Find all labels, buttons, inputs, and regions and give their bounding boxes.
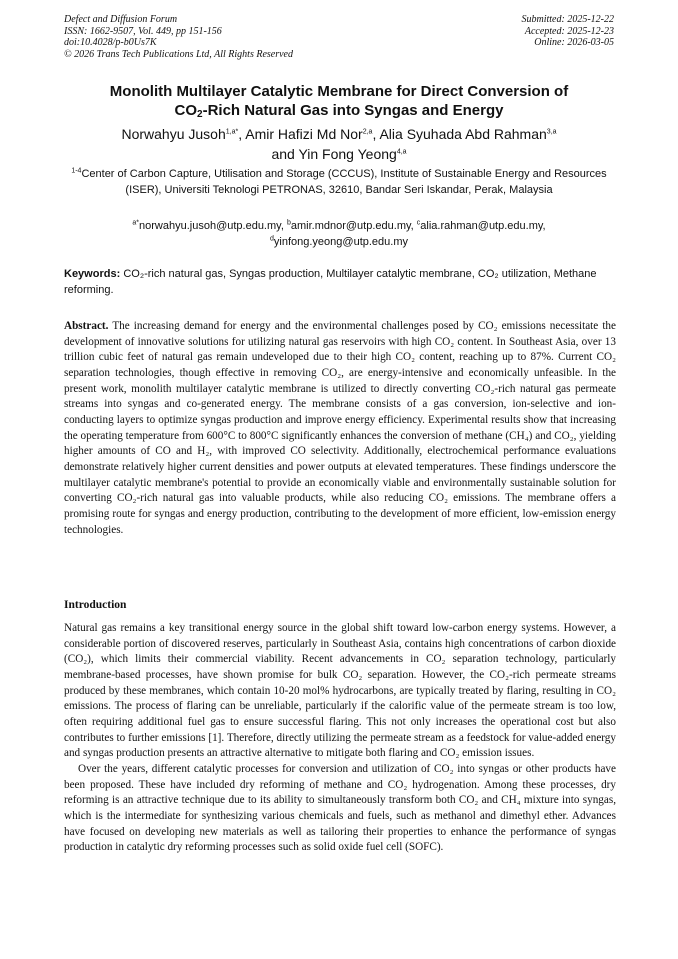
submitted-date: Submitted: 2025-12-22 — [521, 14, 614, 25]
keywords-text: CO₂-rich natural gas, Syngas production, Multilayer catalytic membrane, CO₂ utilization, Methane reforming. — [64, 268, 597, 296]
email-sup: a* — [132, 219, 140, 227]
author-emails: $^{a*}$norwahyu.jusoh@utp.edu.my, $^b$amir.mdnor@utp.edu.my, $^c$alia.rahman@utp.edu.my, $^d$yinfong.yeong@utp.edu.my — [132, 219, 546, 248]
abstract-text: The increasing demand for energy and the environmental challenges posed by CO₂ emissions necessitate the development of innovative solutions for utilizing natural gas reservoirs with high CO₂ content. In Southeast Asia, over 13 trillion cubic feet of natural gas remain undeveloped due to their high CO₂ content, reaching up to 87%. Current CO₂ separation technologies, though effective in removing CO₂, are energy-intensive and economically unfeasible. In the present work, monolith multilayer catalytic membrane is utilized to directly converting CO₂-rich natural gas permeate streams into syngas and co-generated energy. The membrane consists of a gas conversion, ion-selective and ion-conducting layers to optimize syngas production and improve energy efficiency. Experimental results show that increasing the operating temperature from 600°C to 800°C significantly enhances the conversion of methane (CH₄) and CO₂, yielding higher amounts of CO and H₂, with improved CO selectivity. Additionally, electrochemical performance evaluations demonstrate relatively higher current densities and power outputs at elevated temperatures. These findings underscore the multilayer catalytic membrane's potential to provide an economically viable and environmentally sustainable solution for converting CO₂-rich natural gas into valuable products, while also reducing CO₂ emissions. The membrane offers a promising route for syngas and energy production, contributing to the development of more efficient, low-emission energy technologies. — [64, 320, 616, 536]
author-sup: 3,a — [546, 128, 557, 136]
issn-line: ISSN: 1662-9507, Vol. 449, pp 151-156 — [64, 25, 222, 37]
paragraph: Natural gas remains a key transitional energy source in the global shift toward low-carbon energy systems. However, a considerable portion of discovered reserves, particularly in Southeast Asia, contains high concentrations of carbon dioxide (CO₂), which limits their commercial viability. Recent advancements in CO₂ separation technology, particularly membrane-based processes, have shown promise for bulk CO₂ separation. However, the CO₂-rich permeate streams produced by these membranes, which contain 10-20 mol% hydrocarbons, are typically treated by flaring, resulting in CO₂ emissions. The process of flaring can be unreliable, particularly if the calorific value of the permeate stream is too low, often requiring additional fuel gas to ensure successful flaring. This not only increases the operational cost but also contributes to further emissions [1]. Therefore, directly utilizing the permeate stream as a feedstock for value-added energy and syngas production presents an attractive alternative to mitigate both flaring and CO₂ emission issues. — [64, 622, 616, 760]
email-link[interactable]: amir.mdnor@utp.edu.my — [290, 220, 411, 232]
abstract — [64, 319, 616, 538]
title-line-2 — [40, 101, 638, 124]
affiliation — [58, 167, 620, 198]
title-line-1: Monolith Multilayer Catalytic Membrane for Direct Conversion of — [109, 83, 569, 100]
author-sup: 4,a — [396, 148, 407, 156]
affiliation-sup: 1-4 — [71, 167, 82, 175]
dates-header — [522, 14, 615, 49]
email-sup: b — [286, 219, 291, 227]
doi-line: doi:10.4028/p-b0Us7K — [64, 37, 157, 49]
email-sup: d — [270, 234, 274, 242]
affiliation-text: Center of Carbon Capture, Utilisation and Storage (CCCUS), Institute of Sustainable Energy and Resources (ISER), Universiti Teknologi PETRONAS, 32610, Bandar Seri Iskandar, Perak, Malaysia — [81, 168, 607, 196]
email-sup: c — [416, 219, 421, 227]
online-date: Online: 2026-03-05 — [534, 37, 614, 49]
journal-header — [64, 14, 293, 60]
author-name: Yin Fong Yeong — [298, 146, 397, 162]
paper-title — [40, 82, 638, 124]
section-heading-introduction: Introduction — [64, 599, 127, 611]
title-co: CO — [174, 102, 198, 119]
author-list: Norwahyu Jusoh$^{1,a*}$, Amir Hafizi Md Nor$^{2,a}$, Alia Syuhada Abd Rahman$^{3,a}$ and Yin Fong Yeong$^{4,a}$ — [121, 126, 557, 162]
author-name: Norwahyu Jusoh — [121, 126, 226, 142]
author-sup: 1,a* — [225, 128, 239, 136]
keywords — [64, 267, 616, 298]
author-name: Amir Hafizi Md Nor — [245, 126, 363, 142]
email-link[interactable]: alia.rahman@utp.edu.my — [420, 220, 543, 232]
paragraph: Over the years, different catalytic processes for conversion and utilization of CO₂ into syngas or other products have been proposed. These have included dry reforming of methane and CO₂ hydrogenation. Among these processes, dry reforming is an attractive technique due to its ability to simultaneously transform both CO₂ and CH₄ mixture into syngas, which is the intermediate for synthesizing various chemicals and fuels, such as methanol and dimethyl ether. Advances have focused on developing new materials as well as tailoring their properties to enhance the performance of syngas production in catalytic dry reforming processes such as solid oxide fuel cell (SOFC). — [64, 762, 616, 854]
author-name: Alia Syuhada Abd Rahman — [379, 126, 547, 142]
introduction-body — [64, 621, 616, 856]
keywords-label: Keywords: — [64, 268, 121, 280]
email-link[interactable]: yinfong.yeong@utp.edu.my — [273, 235, 408, 248]
email-link[interactable]: norwahyu.jusoh@utp.edu.my — [139, 220, 281, 232]
title-rest: -Rich Natural Gas into Syngas and Energy — [202, 102, 504, 119]
accepted-date: Accepted: 2025-12-23 — [524, 25, 614, 37]
title-sub: 2 — [197, 109, 203, 120]
journal-name: Defect and Diffusion Forum — [64, 14, 178, 25]
author-sup: 2,a — [362, 128, 373, 136]
abstract-label: Abstract. — [64, 320, 109, 332]
copyright-line: © 2026 Trans Tech Publications Ltd, All Rights Reserved — [64, 48, 293, 60]
